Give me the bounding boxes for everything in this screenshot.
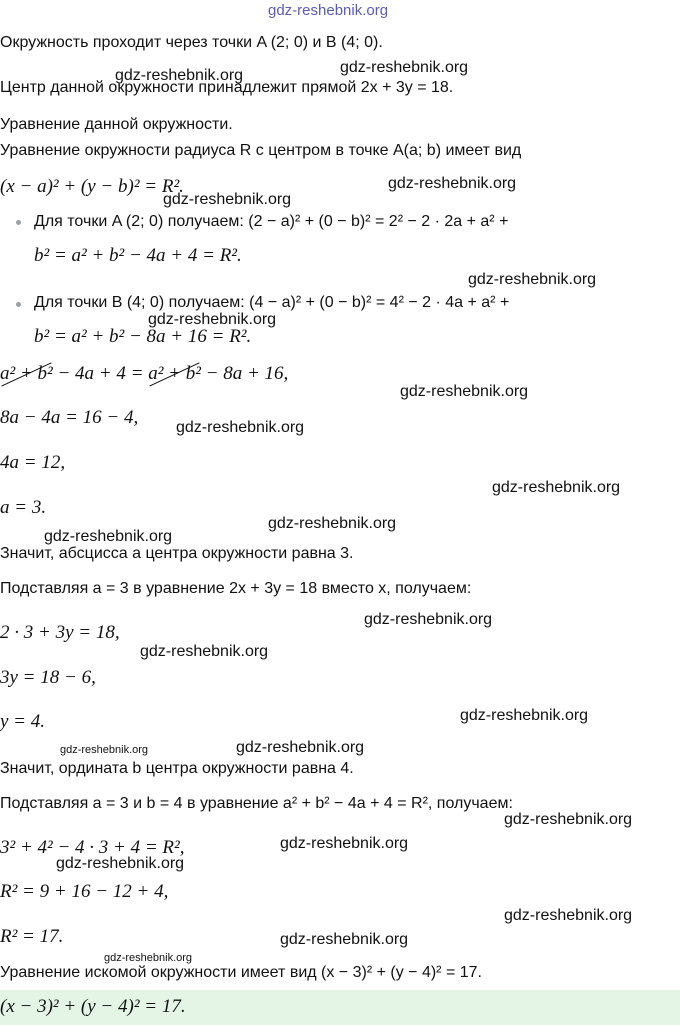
answer-formula: (x − 3)² + (y − 4)² = 17. [0,996,186,1017]
watermark: gdz-reshebnik.org [400,383,529,400]
watermark: gdz-reshebnik.org [104,952,193,964]
watermark: gdz-reshebnik.org [140,643,269,660]
text-line-4: Уравнение окружности радиуса R с центром в точке A(a; b) имеет вид [0,142,522,159]
watermark: gdz-reshebnik.org [60,744,149,756]
watermark: gdz-reshebnik.org [504,907,633,924]
text-line-19: Значит, ордината b центра окружности равна 4. [0,760,354,777]
text-line-14: Значит, абсцисса a центра окружности равна 3. [0,545,354,562]
watermark: gdz-reshebnik.org [340,59,469,76]
watermark: gdz-reshebnik.org [364,611,493,628]
text-line-24: Уравнение искомой окружности имеет вид (x − 3)² + (y − 4)² = 17. [0,964,482,981]
text-line-20: Подставляя a = 3 и b = 4 в уравнение a² + b² − 4a + 4 = R², получаем: [0,795,513,812]
formula-part: − 8a + 16, [200,363,289,384]
watermark: gdz-reshebnik.org [280,931,409,948]
watermark: gdz-reshebnik.org [468,271,597,288]
formula-line-10 [0,363,288,385]
text-line-15: Подставляя a = 3 в уравнение 2x + 3y = 18 вместо x, получаем: [0,580,472,597]
formula-line-12: 4a = 12, [0,452,66,473]
bullet-marker [16,220,21,225]
watermark: gdz-reshebnik.org [148,311,277,328]
watermark-top: gdz-reshebnik.org [268,2,389,19]
watermark: gdz-reshebnik.org [56,855,185,872]
cancelled-terms: a² + b² [148,363,201,384]
watermark: gdz-reshebnik.org [460,707,589,724]
text-line-3: Уравнение данной окружности. [0,116,233,133]
watermark: gdz-reshebnik.org [268,515,397,532]
formula-line-9: b² = a² + b² − 8a + 16 = R². [34,326,252,347]
formula-line-16: 2 · 3 + 3y = 18, [0,622,120,643]
watermark: gdz-reshebnik.org [115,67,244,84]
formula-line-13: a = 3. [0,497,47,518]
formula-line-17: 3y = 18 − 6, [0,667,96,688]
watermark: gdz-reshebnik.org [492,479,621,496]
watermark: gdz-reshebnik.org [388,175,517,192]
formula-line-5: (x − a)² + (y − b)² = R². [0,176,184,197]
watermark: gdz-reshebnik.org [236,739,365,756]
watermark: gdz-reshebnik.org [504,811,633,828]
formula-line-22: R² = 9 + 16 − 12 + 4, [0,881,169,902]
text-line-2: Центр данной окружности принадлежит прямой 2x + 3y = 18. [0,79,454,96]
formula-line-23: R² = 17. [0,926,64,947]
cancelled-terms: a² + b² [0,363,53,384]
watermark: gdz-reshebnik.org [44,528,173,545]
formula-line-18: y = 4. [0,711,46,732]
bullet-marker [16,302,21,307]
watermark: gdz-reshebnik.org [163,191,292,208]
watermark: gdz-reshebnik.org [280,835,409,852]
formula-part: − 4a + 4 = [52,363,149,384]
watermark: gdz-reshebnik.org [176,419,305,436]
formula-line-21: 3² + 4² − 4 · 3 + 4 = R², [0,837,185,858]
formula-line-11: 8a − 4a = 16 − 4, [0,407,139,428]
text-line-1: Окружность проходит через точки A (2; 0) и B (4; 0). [0,34,383,51]
answer-box [0,990,680,1025]
text-line-8: Для точки B (4; 0) получаем: (4 − a)² + (0 − b)² = 4² − 2 · 4a + a² + [34,294,510,311]
text-line-6: Для точки A (2; 0) получаем: (2 − a)² + (0 − b)² = 2² − 2 · 2a + a² + [34,213,509,230]
formula-line-7: b² = a² + b² − 4a + 4 = R². [34,245,242,266]
